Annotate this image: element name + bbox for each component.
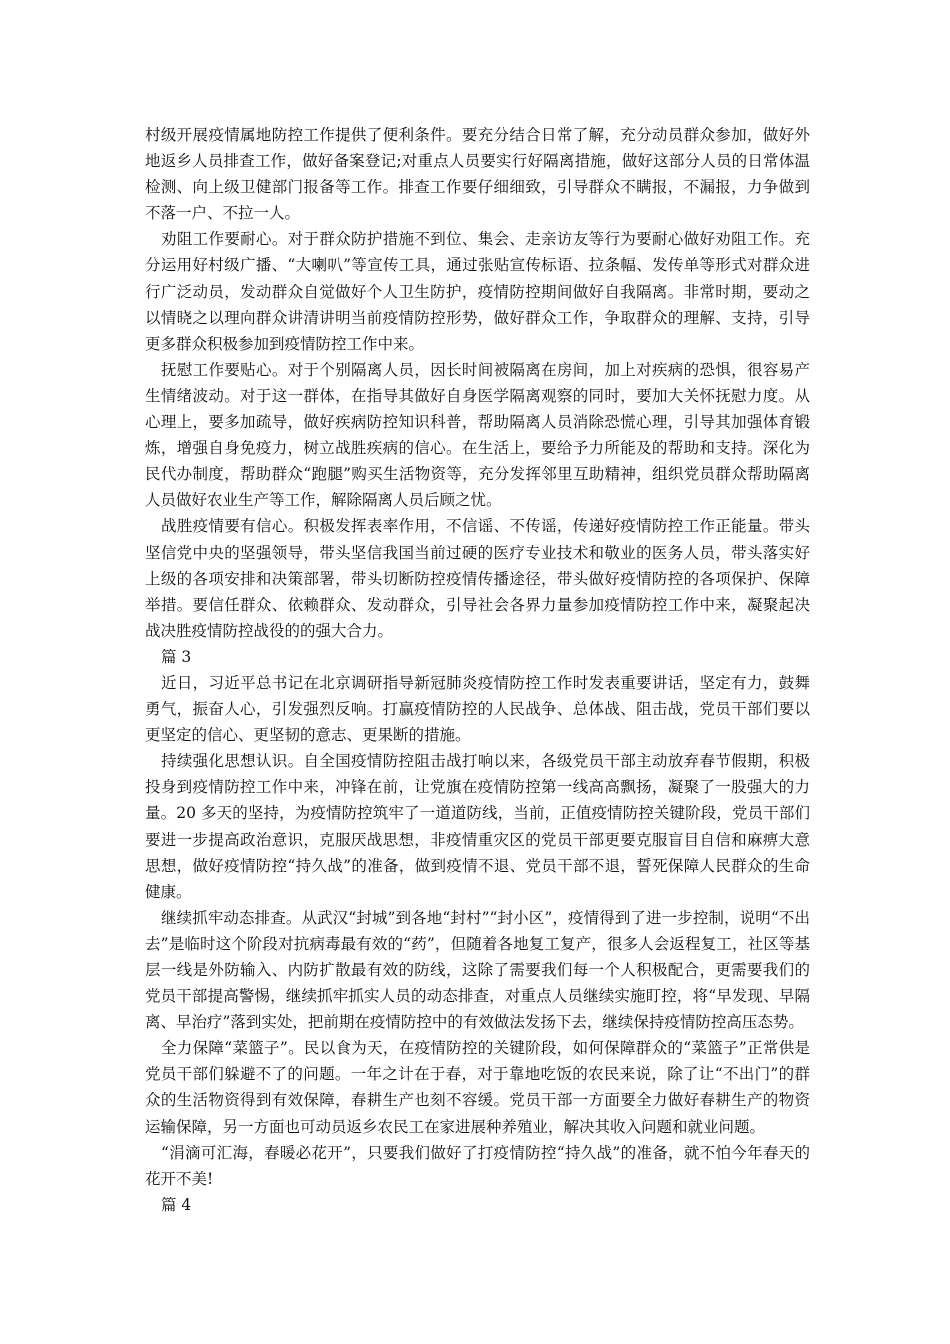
paragraph: 村级开展疫情属地防控工作提供了便利条件。要充分结合日常了解，充分动员群众参加，做好外地返乡人员排查工作，做好备案登记;对重点人员要实行好隔离措施，做好这部分人员的日常体温检测、向上级卫健部门报备等工作。排查工作要仔细细致，引导群众不瞒报，不漏报，力争做到不落一户、不拉一人。 [145, 126, 810, 223]
paragraph: “涓滴可汇海，春暖必花开”，只要我们做好了打疫情防控“持久战”的准备，就不怕今年春天的花开不美! [145, 1143, 810, 1188]
paragraph: 持续强化思想认识。自全国疫情防控阻击战打响以来，各级党员干部主动放弃春节假期，积极投身到疫情防控工作中来，冲锋在前，让党旗在疫情防控第一线高高飘扬，凝聚了一股强大的力量。20 多天的坚持，为疫情防控筑牢了一道道防线，当前，正值疫情防控关键阶段，党员干部们要进一步提高政治意识，克服厌战思想，非疫情重灾区的党员干部更要克服盲目自信和麻痹大意思想，做好疫情防控“持久战”的准备，做到疫情不退、党员干部不退，誓死保障人民群众的生命健康。 [145, 752, 810, 901]
paragraph: 劝阻工作要耐心。对于群众防护措施不到位、集会、走亲访友等行为要耐心做好劝阻工作。充分运用好村级广播、“大喇叭”等宣传工具，通过张贴宣传标语、拉条幅、发传单等形式对群众进行广泛动员，发动群众自觉做好个人卫生防护，疫情防控期间做好自我隔离。非常时期，要动之以情晓之以理向群众讲清讲明当前疫情防控形势，做好群众工作，争取群众的理解、支持，引导更多群众积极参加到疫情防控工作中来。 [145, 230, 810, 353]
document-body [145, 122, 810, 1218]
paragraph: 全力保障“菜篮子”。民以食为天，在疫情防控的关键阶段，如何保障群众的“菜篮子”正常供是党员干部们躲避不了的问题。一年之计在于春，对于靠地吃饭的农民来说，除了让“不出门”的群众的生活物资得到有效保障，春耕生产也刻不容缓。党员干部一方面要全力做好春耕生产的物资运输保障，另一方面也可动员返乡农民工在家进展种养殖业，解决其收入问题和就业问题。 [145, 1039, 810, 1136]
paragraph: 继续抓牢动态排查。从武汉“封城”到各地“封村”“封小区”，疫情得到了进一步控制，说明“不出去”是临时这个阶段对抗病毒最有效的“药”，但随着各地复工复产，很多人会返程复工，社区等基层一线是外防输入、内防扩散最有效的防线，这除了需要我们每一个人积极配合，更需要我们的党员干部提高警惕，继续抓牢抓实人员的动态排查，对重点人员继续实施盯控，将“早发现、早隔离、早治疗”落到实处，把前期在疫情防控中的有效做法发扬下去，继续保持疫情防控高压态势。 [145, 908, 810, 1032]
section-heading: 篇 3 [161, 647, 192, 666]
paragraph: 抚慰工作要贴心。对于个别隔离人员，因长时间被隔离在房间，加上对疾病的恐惧，很容易产生情绪波动。对于这一群体，在指导其做好自身医学隔离观察的同时，要加大关怀抚慰力度。从心理上，要多加疏导，做好疾病防控知识科普，帮助隔离人员消除恐慌心理，引导其加强体育锻炼，增强自身免疫力，树立战胜疾病的信心。在生活上，要给予力所能及的帮助和支持。深化为民代办制度，帮助群众“跑腿”购买生活物资等，充分发挥邻里互助精神，组织党员群众帮助隔离人员做好农业生产等工作，解除隔离人员后顾之忧。 [145, 360, 810, 510]
paragraph: 战胜疫情要有信心。积极发挥表率作用，不信谣、不传谣，传递好疫情防控工作正能量。带头坚信党中央的坚强领导，带头坚信我国当前过硬的医疗专业技术和敬业的医务人员，带头落实好上级的各项安排和决策部署，带头切断防控疫情传播途径，带头做好疫情防控的各项保护、保障举措。要信任群众、依赖群众、发动群众，引导社会各界力量参加疫情防控工作中来，凝聚起决战决胜疫情防控战役的的强大合力。 [145, 517, 810, 640]
section-heading: 篇 4 [161, 1195, 192, 1214]
paragraph: 近日，习近平总书记在北京调研指导新冠肺炎疫情防控工作时发表重要讲话，坚定有力，鼓舞勇气，振奋人心，引发强烈反响。打赢疫情防控的人民战争、总体战、阻击战，党员干部们要以更坚定的信心、更坚韧的意志、更果断的措施。 [145, 673, 810, 745]
